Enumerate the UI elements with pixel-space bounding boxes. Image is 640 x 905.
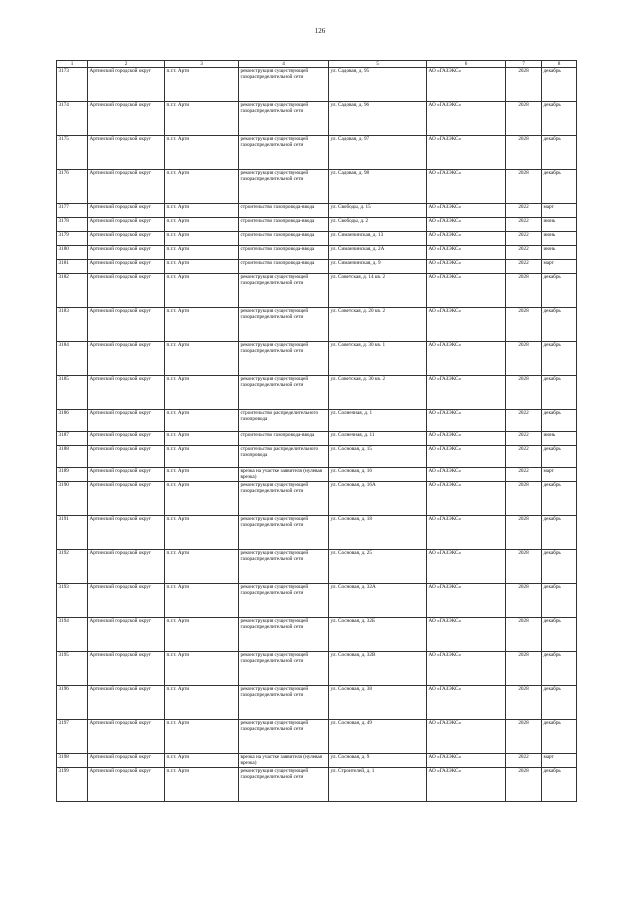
year-cell: 2022: [506, 468, 542, 482]
table-row: [57, 754, 577, 768]
work-type-cell: реконструкция существующей газораспределительной сети: [239, 584, 329, 618]
month-cell: март: [542, 204, 577, 218]
month-cell: март: [542, 468, 577, 482]
month-cell: декабрь: [542, 686, 577, 720]
month-cell: декабрь: [542, 720, 577, 754]
work-type-cell: строительство газопровода-ввода: [239, 218, 329, 232]
settlement-cell: п.г.т. Арти: [165, 342, 239, 376]
settlement-cell: п.г.т. Арти: [165, 376, 239, 410]
district-cell: Артинский городской округ: [88, 342, 165, 376]
month-cell: декабрь: [542, 342, 577, 376]
work-type-cell: врезка на участке заявителя (нулевая врезка): [239, 754, 329, 768]
address-cell: ул. Садовая, д. 97: [329, 136, 427, 170]
address-cell: ул. Сосновая, д. 32А: [329, 584, 427, 618]
address-cell: ул. Сосновая, д. 9: [329, 754, 427, 768]
settlement-cell: п.г.т. Арти: [165, 232, 239, 246]
month-cell: июнь: [542, 232, 577, 246]
address-cell: ул. Симанчинская, д. 13: [329, 232, 427, 246]
work-type-cell: реконструкция существующей газораспределительной сети: [239, 274, 329, 308]
row-number-cell: 3182: [57, 274, 88, 308]
year-cell: 2022: [506, 246, 542, 260]
district-cell: Артинский городской округ: [88, 652, 165, 686]
settlement-cell: п.г.т. Арти: [165, 136, 239, 170]
row-number-cell: 3196: [57, 686, 88, 720]
year-cell: 2028: [506, 686, 542, 720]
month-cell: декабрь: [542, 446, 577, 468]
address-cell: ул. Садовая, д. 98: [329, 170, 427, 204]
year-cell: 2028: [506, 618, 542, 652]
district-cell: Артинский городской округ: [88, 768, 165, 802]
address-cell: ул. Садовая, д. 95: [329, 68, 427, 102]
column-header: 5: [329, 61, 427, 68]
column-header: 7: [506, 61, 542, 68]
year-cell: 2022: [506, 218, 542, 232]
work-type-cell: строительство распределительного газопровода: [239, 446, 329, 468]
column-header: 2: [88, 61, 165, 68]
table-row: [57, 516, 577, 550]
district-cell: Артинский городской округ: [88, 584, 165, 618]
work-type-cell: реконструкция существующей газораспределительной сети: [239, 102, 329, 136]
district-cell: Артинский городской округ: [88, 274, 165, 308]
row-number-cell: 3191: [57, 516, 88, 550]
month-cell: декабрь: [542, 768, 577, 802]
row-number-cell: 3197: [57, 720, 88, 754]
row-number-cell: 3187: [57, 432, 88, 446]
month-cell: декабрь: [542, 274, 577, 308]
work-type-cell: реконструкция существующей газораспределительной сети: [239, 68, 329, 102]
row-number-cell: 3192: [57, 550, 88, 584]
month-cell: декабрь: [542, 136, 577, 170]
month-cell: декабрь: [542, 410, 577, 432]
settlement-cell: п.г.т. Арти: [165, 754, 239, 768]
row-number-cell: 3174: [57, 102, 88, 136]
month-cell: март: [542, 754, 577, 768]
district-cell: Артинский городской округ: [88, 204, 165, 218]
organization-cell: АО «ГАЗЭКС»: [427, 584, 506, 618]
organization-cell: АО «ГАЗЭКС»: [427, 136, 506, 170]
organization-cell: АО «ГАЗЭКС»: [427, 342, 506, 376]
year-cell: 2028: [506, 652, 542, 686]
organization-cell: АО «ГАЗЭКС»: [427, 218, 506, 232]
table-row: [57, 584, 577, 618]
column-number-row: [57, 61, 577, 68]
month-cell: июнь: [542, 432, 577, 446]
month-cell: декабрь: [542, 482, 577, 516]
work-type-cell: реконструкция существующей газораспределительной сети: [239, 652, 329, 686]
work-type-cell: реконструкция существующей газораспределительной сети: [239, 376, 329, 410]
row-number-cell: 3193: [57, 584, 88, 618]
row-number-cell: 3184: [57, 342, 88, 376]
organization-cell: АО «ГАЗЭКС»: [427, 376, 506, 410]
district-cell: Артинский городской округ: [88, 482, 165, 516]
work-type-cell: реконструкция существующей газораспределительной сети: [239, 482, 329, 516]
work-type-cell: врезка на участке заявителя (нулевая врезка): [239, 468, 329, 482]
year-cell: 2022: [506, 260, 542, 274]
settlement-cell: п.г.т. Арти: [165, 652, 239, 686]
settlement-cell: п.г.т. Арти: [165, 68, 239, 102]
district-cell: Артинский городской округ: [88, 446, 165, 468]
settlement-cell: п.г.т. Арти: [165, 308, 239, 342]
row-number-cell: 3199: [57, 768, 88, 802]
month-cell: декабрь: [542, 308, 577, 342]
organization-cell: АО «ГАЗЭКС»: [427, 68, 506, 102]
year-cell: 2028: [506, 136, 542, 170]
address-cell: ул. Сосновая, д. 32В: [329, 652, 427, 686]
month-cell: декабрь: [542, 652, 577, 686]
table-row: [57, 652, 577, 686]
settlement-cell: п.г.т. Арти: [165, 550, 239, 584]
table-row: [57, 204, 577, 218]
table-row: [57, 482, 577, 516]
settlement-cell: п.г.т. Арти: [165, 260, 239, 274]
table-row: [57, 260, 577, 274]
organization-cell: АО «ГАЗЭКС»: [427, 686, 506, 720]
year-cell: 2028: [506, 274, 542, 308]
district-cell: Артинский городской округ: [88, 376, 165, 410]
table-row: [57, 342, 577, 376]
row-number-cell: 3186: [57, 410, 88, 432]
district-cell: Артинский городской округ: [88, 68, 165, 102]
row-number-cell: 3190: [57, 482, 88, 516]
district-cell: Артинский городской округ: [88, 308, 165, 342]
work-type-cell: реконструкция существующей газораспределительной сети: [239, 618, 329, 652]
year-cell: 2022: [506, 432, 542, 446]
district-cell: Артинский городской округ: [88, 686, 165, 720]
settlement-cell: п.г.т. Арти: [165, 686, 239, 720]
year-cell: 2028: [506, 308, 542, 342]
settlement-cell: п.г.т. Арти: [165, 768, 239, 802]
year-cell: 2028: [506, 102, 542, 136]
row-number-cell: 3180: [57, 246, 88, 260]
organization-cell: АО «ГАЗЭКС»: [427, 274, 506, 308]
work-type-cell: строительство газопровода-ввода: [239, 260, 329, 274]
row-number-cell: 3175: [57, 136, 88, 170]
organization-cell: АО «ГАЗЭКС»: [427, 516, 506, 550]
year-cell: 2028: [506, 584, 542, 618]
table-row: [57, 136, 577, 170]
table-row: [57, 232, 577, 246]
address-cell: ул. Сосновая, д. 25: [329, 550, 427, 584]
month-cell: июнь: [542, 218, 577, 232]
organization-cell: АО «ГАЗЭКС»: [427, 652, 506, 686]
row-number-cell: 3177: [57, 204, 88, 218]
address-cell: ул. Сосновая, д. 32Б: [329, 618, 427, 652]
work-type-cell: строительство газопровода-ввода: [239, 204, 329, 218]
address-cell: ул. Свободы, д. 2: [329, 218, 427, 232]
table-row: [57, 376, 577, 410]
table-row: [57, 246, 577, 260]
work-type-cell: строительство газопровода-ввода: [239, 432, 329, 446]
settlement-cell: п.г.т. Арти: [165, 102, 239, 136]
row-number-cell: 3185: [57, 376, 88, 410]
month-cell: декабрь: [542, 516, 577, 550]
work-type-cell: реконструкция существующей газораспределительной сети: [239, 136, 329, 170]
address-cell: ул. Солнечная, д. 11: [329, 432, 427, 446]
organization-cell: АО «ГАЗЭКС»: [427, 446, 506, 468]
district-cell: Артинский городской округ: [88, 720, 165, 754]
row-number-cell: 3176: [57, 170, 88, 204]
row-number-cell: 3178: [57, 218, 88, 232]
organization-cell: АО «ГАЗЭКС»: [427, 204, 506, 218]
row-number-cell: 3173: [57, 68, 88, 102]
organization-cell: АО «ГАЗЭКС»: [427, 232, 506, 246]
row-number-cell: 3179: [57, 232, 88, 246]
table-row: [57, 550, 577, 584]
month-cell: июнь: [542, 246, 577, 260]
row-number-cell: 3198: [57, 754, 88, 768]
month-cell: декабрь: [542, 584, 577, 618]
settlement-cell: п.г.т. Арти: [165, 720, 239, 754]
month-cell: март: [542, 260, 577, 274]
table-row: [57, 446, 577, 468]
settlement-cell: п.г.т. Арти: [165, 218, 239, 232]
column-header: 4: [239, 61, 329, 68]
organization-cell: АО «ГАЗЭКС»: [427, 260, 506, 274]
table-row: [57, 432, 577, 446]
address-cell: ул. Сосновая, д. 15: [329, 446, 427, 468]
work-type-cell: реконструкция существующей газораспределительной сети: [239, 550, 329, 584]
organization-cell: АО «ГАЗЭКС»: [427, 432, 506, 446]
organization-cell: АО «ГАЗЭКС»: [427, 754, 506, 768]
district-cell: Артинский городской округ: [88, 232, 165, 246]
table-row: [57, 68, 577, 102]
district-cell: Артинский городской округ: [88, 246, 165, 260]
settlement-cell: п.г.т. Арти: [165, 468, 239, 482]
column-header: 8: [542, 61, 577, 68]
district-cell: Артинский городской округ: [88, 468, 165, 482]
settlement-cell: п.г.т. Арти: [165, 446, 239, 468]
district-cell: Артинский городской округ: [88, 218, 165, 232]
table-row: [57, 102, 577, 136]
row-number-cell: 3188: [57, 446, 88, 468]
month-cell: декабрь: [542, 550, 577, 584]
year-cell: 2028: [506, 482, 542, 516]
address-cell: ул. Симанчинская, д. 2А: [329, 246, 427, 260]
address-cell: ул. Сосновая, д. 49: [329, 720, 427, 754]
address-cell: ул. Советская, д. 30 кв. 2: [329, 376, 427, 410]
work-type-cell: реконструкция существующей газораспределительной сети: [239, 720, 329, 754]
settlement-cell: п.г.т. Арти: [165, 432, 239, 446]
address-cell: ул. Советская, д. 30 кв. 1: [329, 342, 427, 376]
district-cell: Артинский городской округ: [88, 516, 165, 550]
row-number-cell: 3195: [57, 652, 88, 686]
district-cell: Артинский городской округ: [88, 136, 165, 170]
table-body: [57, 68, 577, 802]
year-cell: 2028: [506, 720, 542, 754]
year-cell: 2022: [506, 232, 542, 246]
table-row: [57, 618, 577, 652]
work-type-cell: строительство газопровода-ввода: [239, 232, 329, 246]
table-row: [57, 308, 577, 342]
address-cell: ул. Сосновая, д. 16А: [329, 482, 427, 516]
year-cell: 2022: [506, 446, 542, 468]
month-cell: декабрь: [542, 68, 577, 102]
organization-cell: АО «ГАЗЭКС»: [427, 170, 506, 204]
address-cell: ул. Советская, д. 20 кв. 2: [329, 308, 427, 342]
year-cell: 2022: [506, 204, 542, 218]
district-cell: Артинский городской округ: [88, 170, 165, 204]
district-cell: Артинский городской округ: [88, 102, 165, 136]
district-cell: Артинский городской округ: [88, 754, 165, 768]
address-cell: ул. Свободы, д. 15: [329, 204, 427, 218]
row-number-cell: 3183: [57, 308, 88, 342]
settlement-cell: п.г.т. Арти: [165, 516, 239, 550]
row-number-cell: 3181: [57, 260, 88, 274]
year-cell: 2022: [506, 754, 542, 768]
year-cell: 2028: [506, 768, 542, 802]
row-number-cell: 3194: [57, 618, 88, 652]
district-cell: Артинский городской округ: [88, 550, 165, 584]
settlement-cell: п.г.т. Арти: [165, 274, 239, 308]
address-cell: ул. Солнечная, д. 1: [329, 410, 427, 432]
year-cell: 2022: [506, 410, 542, 432]
organization-cell: АО «ГАЗЭКС»: [427, 410, 506, 432]
address-cell: ул. Сосновая, д. 18: [329, 516, 427, 550]
page-number: 126: [314, 27, 326, 35]
address-cell: ул. Советская, д. 14 кв. 2: [329, 274, 427, 308]
organization-cell: АО «ГАЗЭКС»: [427, 768, 506, 802]
table-row: [57, 170, 577, 204]
column-header: 1: [57, 61, 88, 68]
registry-table: [56, 60, 577, 802]
table-row: [57, 468, 577, 482]
work-type-cell: строительство распределительного газопровода: [239, 410, 329, 432]
settlement-cell: п.г.т. Арти: [165, 170, 239, 204]
work-type-cell: реконструкция существующей газораспределительной сети: [239, 170, 329, 204]
table-row: [57, 686, 577, 720]
settlement-cell: п.г.т. Арти: [165, 410, 239, 432]
address-cell: ул. Сосновая, д. 16: [329, 468, 427, 482]
organization-cell: АО «ГАЗЭКС»: [427, 468, 506, 482]
work-type-cell: реконструкция существующей газораспределительной сети: [239, 516, 329, 550]
district-cell: Артинский городской округ: [88, 432, 165, 446]
year-cell: 2028: [506, 342, 542, 376]
organization-cell: АО «ГАЗЭКС»: [427, 482, 506, 516]
column-header: 3: [165, 61, 239, 68]
settlement-cell: п.г.т. Арти: [165, 618, 239, 652]
organization-cell: АО «ГАЗЭКС»: [427, 618, 506, 652]
column-header: 6: [427, 61, 506, 68]
table-row: [57, 218, 577, 232]
table-row: [57, 410, 577, 432]
settlement-cell: п.г.т. Арти: [165, 584, 239, 618]
work-type-cell: реконструкция существующей газораспределительной сети: [239, 686, 329, 720]
table-row: [57, 720, 577, 754]
month-cell: декабрь: [542, 102, 577, 136]
address-cell: ул. Сосновая, д. 38: [329, 686, 427, 720]
month-cell: декабрь: [542, 618, 577, 652]
month-cell: декабрь: [542, 170, 577, 204]
settlement-cell: п.г.т. Арти: [165, 246, 239, 260]
organization-cell: АО «ГАЗЭКС»: [427, 308, 506, 342]
settlement-cell: п.г.т. Арти: [165, 204, 239, 218]
organization-cell: АО «ГАЗЭКС»: [427, 246, 506, 260]
work-type-cell: реконструкция существующей газораспределительной сети: [239, 768, 329, 802]
table-row: [57, 274, 577, 308]
address-cell: ул. Строителей, д. 1: [329, 768, 427, 802]
month-cell: декабрь: [542, 376, 577, 410]
table-row: [57, 768, 577, 802]
address-cell: ул. Симанчинская, д. 9: [329, 260, 427, 274]
row-number-cell: 3189: [57, 468, 88, 482]
year-cell: 2028: [506, 68, 542, 102]
district-cell: Артинский городской округ: [88, 410, 165, 432]
organization-cell: АО «ГАЗЭКС»: [427, 550, 506, 584]
year-cell: 2028: [506, 516, 542, 550]
district-cell: Артинский городской округ: [88, 618, 165, 652]
year-cell: 2028: [506, 550, 542, 584]
organization-cell: АО «ГАЗЭКС»: [427, 720, 506, 754]
year-cell: 2028: [506, 376, 542, 410]
district-cell: Артинский городской округ: [88, 260, 165, 274]
work-type-cell: реконструкция существующей газораспределительной сети: [239, 342, 329, 376]
settlement-cell: п.г.т. Арти: [165, 482, 239, 516]
work-type-cell: строительство газопровода-ввода: [239, 246, 329, 260]
organization-cell: АО «ГАЗЭКС»: [427, 102, 506, 136]
year-cell: 2028: [506, 170, 542, 204]
work-type-cell: реконструкция существующей газораспределительной сети: [239, 308, 329, 342]
address-cell: ул. Садовая, д. 96: [329, 102, 427, 136]
